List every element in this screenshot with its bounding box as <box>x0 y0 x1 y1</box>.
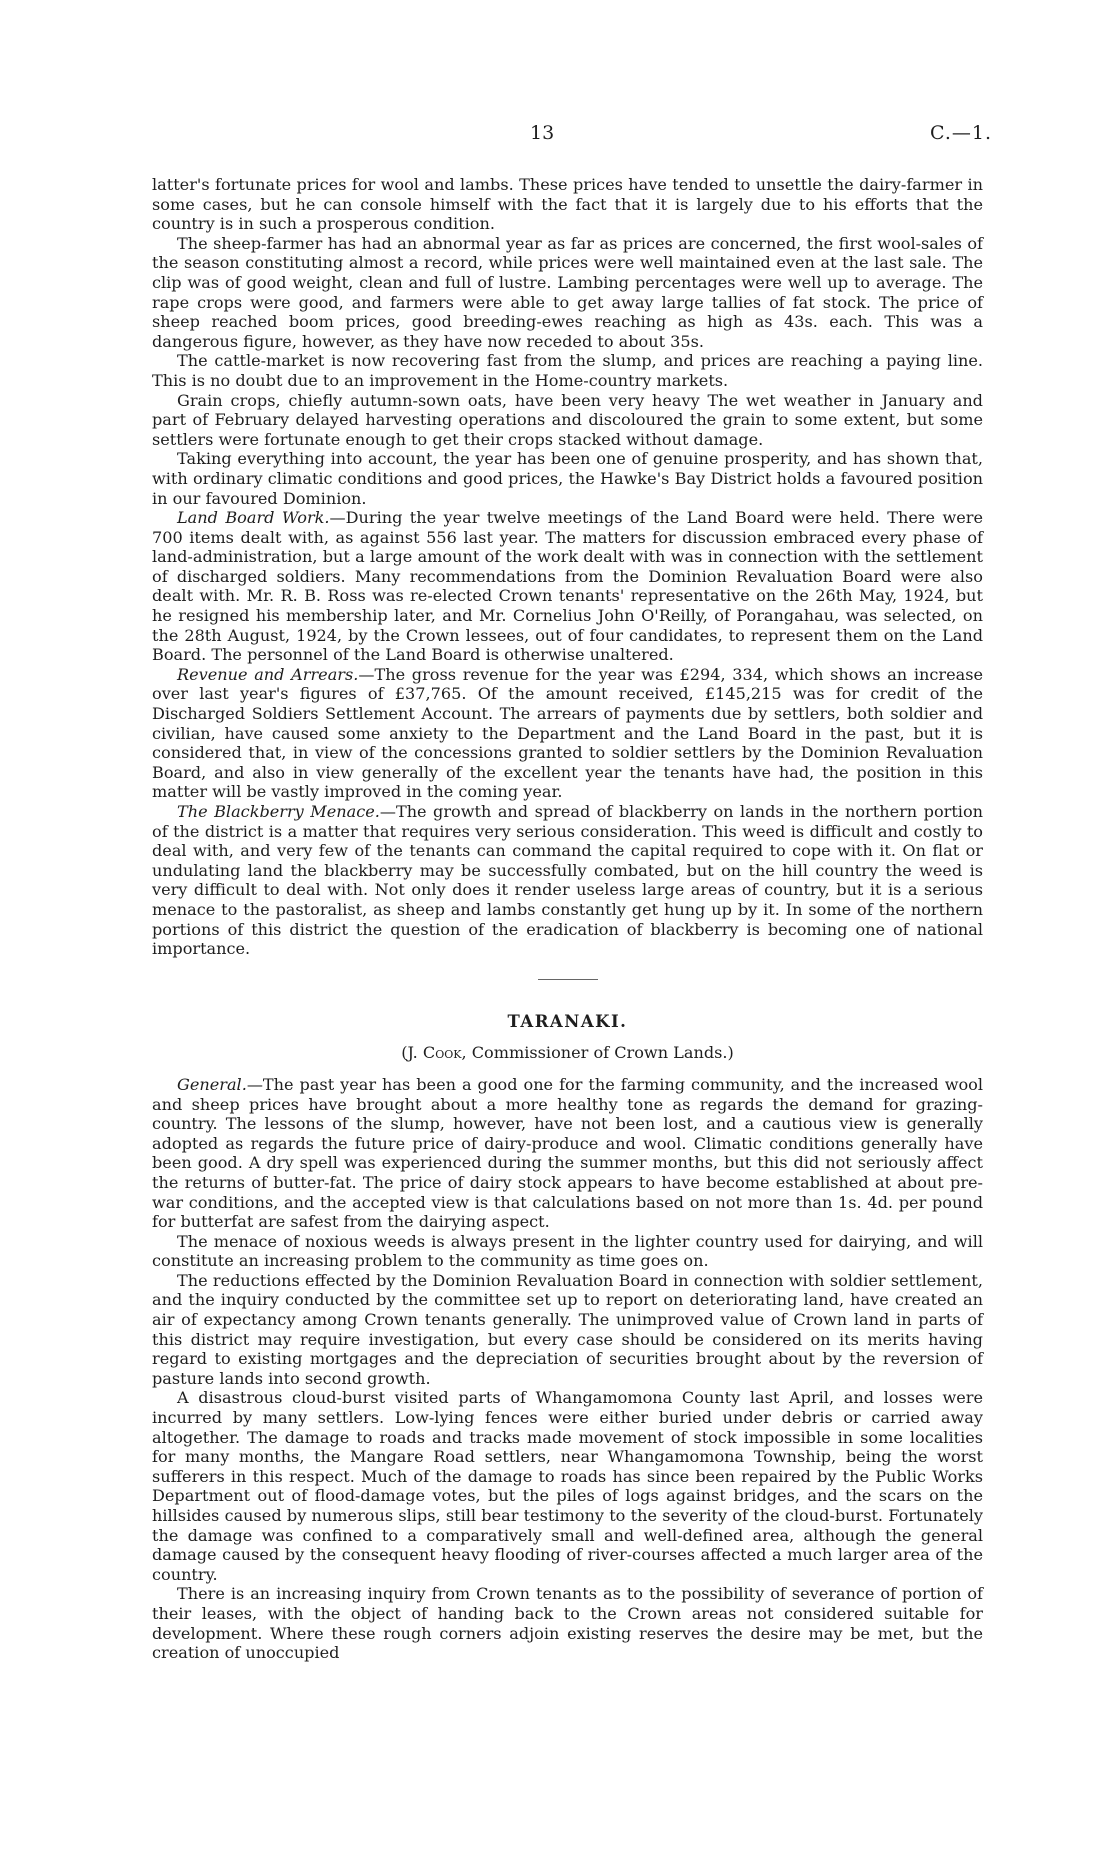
paragraph <box>152 351 983 390</box>
paragraph-revenue-arrears <box>152 665 983 802</box>
document-code: C.—1. <box>930 122 993 144</box>
section-divider <box>538 979 598 980</box>
paragraph-land-board-work <box>152 508 983 665</box>
paragraph <box>152 391 983 450</box>
paragraph-lead: Land Board Work. <box>177 508 330 528</box>
subtitle-open: (J. <box>401 1043 423 1063</box>
paragraph-lead: General. <box>177 1074 247 1094</box>
paragraph-lead: Revenue and Arrears. <box>177 664 359 684</box>
paragraph-text: —The growth and spread of blackberry on lands in the northern portion of the district is a matter that requires very serious consideration. This weed is difficult and costly to deal with, and very few of the tenants can command the capital required to cope with it. On flat or undulating land the blackberry may be successfully combated, but on the hill country the weed is very difficult to deal with. Not only does it render useless large areas of country, but it is a serious menace to the pastoralist, as sheep and lambs constantly get hung up by it. In some of the northern portions of this district the question of the eradication of blackberry is becoming one of national importance. <box>152 802 983 959</box>
section-subtitle <box>152 1043 983 1063</box>
paragraph-blackberry-menace <box>152 802 983 959</box>
subtitle-rest: , Commissioner of Crown Lands.) <box>461 1043 734 1063</box>
paragraph <box>152 1584 983 1662</box>
paragraph-text: —The gross revenue for the year was £294, 334, which shows an increase over last year's figures of £37,765. Of the amount received, £145,215 was for credit of the Discharged Soldiers Settlement Account. The arrears of payments due by settlers, both soldier and civilian, have caused some anxiety to the Department and the Land Board in the past, but it is considered that, in view of the concessions granted to soldier settlers by the Dominion Revaluation Board, and also in view generally of the excellent year the tenants have had, the position in this matter will be vastly improved in the coming year. <box>152 664 983 802</box>
paragraph <box>152 1232 983 1271</box>
paragraph-text: latter's fortunate prices for wool and lambs. These prices have tended to unsettle the dairy-farmer in some cases, but he can console himself with the fact that it is largely due to his efforts that the country is in such a prosperous condition. <box>152 175 983 234</box>
paragraph <box>152 1388 983 1584</box>
paragraph <box>152 1271 983 1389</box>
paragraph-text: —The past year has been a good one for the farming community, and the increased wool and sheep prices have brought about a more healthy tone as regards the demand for grazing-country. The lessons of the slump, however, have not been lost, and a cautious view is generally adopted as regards the future price of dairy-produce and wool. Climatic conditions generally have been good. A dry spell was experienced during the summer months, but this did not seriously affect the returns of butter-fat. The price of dairy stock appears to have become established at about pre-war conditions, and the accepted view is that calculations based on not more than 1s. 4d. per pound for butterfat are safest from the dairying aspect. <box>152 1074 983 1232</box>
paragraph-text: Grain crops, chiefly autumn-sown oats, have been very heavy The wet weather in January and part of February delayed harvesting operations and discoloured the grain to some extent, but some settlers were fortunate enough to get their crops stacked without damage. <box>152 390 983 449</box>
document-body <box>152 175 983 1663</box>
paragraph <box>152 175 983 234</box>
paragraph-general <box>152 1075 983 1232</box>
paragraph <box>152 449 983 508</box>
paragraph <box>152 234 983 352</box>
paragraph-text: The sheep-farmer has had an abnormal year as far as prices are concerned, the first wool-sales of the season constituting almost a record, while prices were well maintained even at the last sale. The clip was of good weight, clean and full of lustre. Lambing percentages were well up to average. The rape crops were good, and farmers were able to get away large tallies of fat stock. The price of sheep reached boom prices, good breeding-ewes reaching as high as 43s. each. This was a dangerous figure, however, as they have now receded to about 35s. <box>152 233 983 351</box>
paragraph-lead: The Blackberry Menace. <box>177 802 380 821</box>
paragraph-text: There is an increasing inquiry from Crown tenants as to the possibility of severance of portion of their leases, with the object of handing back to the Crown areas not considered suitable for development. Where these rough corners adjoin existing reserves the desire may be met, but the creation of unoccupied <box>152 1584 983 1663</box>
paragraph-text: The reductions effected by the Dominion Revaluation Board in connection with soldier settlement, and the inquiry conducted by the committee set up to report on deteriorating land, have created an air of expectancy among Crown tenants generally. The unimproved value of Crown land in parts of this district may require investigation, but every case should be considered on its merits having regard to existing mortgages and the depreciation of securities brought about by the reversion of pasture lands into second growth. <box>152 1270 983 1388</box>
section-title: TARANAKI. <box>507 1011 628 1031</box>
paragraph-text: The menace of noxious weeds is always present in the lighter country used for dairying, and will constitute an increasing problem to the community as time goes on. <box>152 1231 983 1271</box>
paragraph-text: The cattle-market is now recovering fast from the slump, and prices are reaching a paying line. This is no doubt due to an improvement in the Home-country markets. <box>152 351 983 390</box>
page-header <box>0 124 1114 148</box>
paragraph-text: A disastrous cloud-burst visited parts of Whangamomona County last April, and losses were incurred by many settlers. Low-lying fences were either buried under debris or carried away altogether. The damage to roads and tracks made movement of stock impossible in some localities for many months, the Mangare Road settlers, near Whangamomona Township, being the worst sufferers in this respect. Much of the damage to roads has since been repaired by the Public Works Department out of flood-damage votes, but the piles of logs against bridges, and the scars on the hillsides caused by numerous slips, still bear testimony to the severity of the cloud-burst. Fortunately the damage was confined to a comparatively small and well-defined area, although the general damage caused by the consequent heavy flooding of river-courses affected a much larger area of the country. <box>152 1388 983 1584</box>
paragraph-text: Taking everything into account, the year has been one of genuine prosperity, and has shown that, with ordinary climatic conditions and good prices, the Hawke's Bay District holds a favoured position in our favoured Dominion. <box>152 449 983 508</box>
commissioner-name: Cook <box>422 1043 462 1063</box>
page-number: 13 <box>530 122 555 144</box>
paragraph-text: —During the year twelve meetings of the Land Board were held. There were 700 items dealt with, as against 556 last year. The matters for discussion embraced every phase of land-administration, but a large amount of the work dealt with was in connection with the settlement of discharged soldiers. Many recommendations from the Dominion Revaluation Board were also dealt with. Mr. R. B. Ross was re-elected Crown tenants' representative on the 26th May, 1924, but he resigned his membership later, and Mr. Cornelius John O'Reilly, of Porangahau, was selected, on the 28th August, 1924, by the Crown lessees, out of four candidates, to represent them on the Land Board. The personnel of the Land Board is otherwise unaltered. <box>152 508 983 665</box>
